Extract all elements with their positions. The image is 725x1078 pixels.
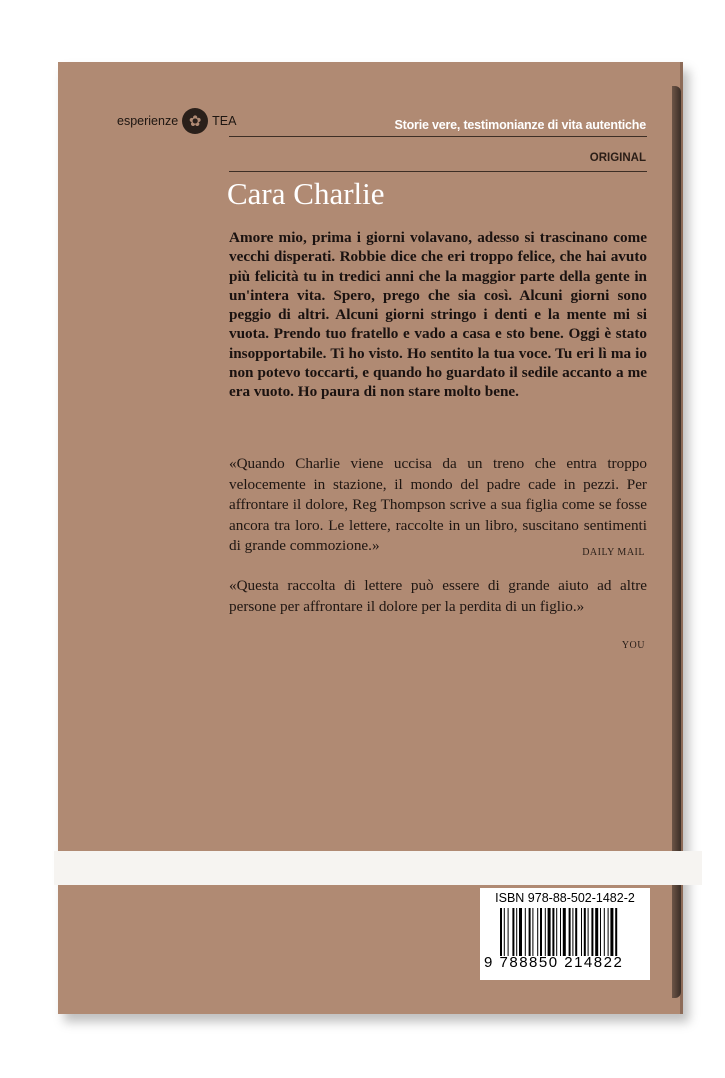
divider-bottom — [229, 171, 647, 172]
barcode-bars — [500, 908, 640, 956]
rose-icon: ✿ — [182, 108, 208, 134]
divider-top — [229, 136, 647, 137]
letter-excerpt: Amore mio, prima i giorni volavano, adesso si trascinano come vecchi disperati. Robbie dice che eri troppo felice, che hai avuto più felicità tu in tredici anni che la maggior parte della gente in un'intera vita. Spero, prego che sia così. Alcuni giorni sono peggio di altri. Alcuni giorni stringo i denti e la mente mi si vuota. Prendo tuo fratello e vado a casa e sto bene. Oggi è stato insopportabile. Ti ho visto. Ho sentito la tua voce. Tu eri lì ma io non potevo toccarti, e quando ho guardato il sedile accanto a me era vuoto. Ho paura di non stare molto bene. — [229, 229, 647, 401]
barcode-digits: 9 788850 214822 — [484, 954, 624, 971]
book-title: Cara Charlie — [227, 176, 385, 211]
white-band — [54, 851, 702, 885]
original-label: ORIGINAL — [589, 152, 646, 164]
review-source-1: DAILY MAIL — [582, 547, 645, 558]
series-right-word: TEA — [212, 114, 237, 128]
series-logo — [117, 108, 236, 134]
isbn-label: ISBN 978-88-502-1482-2 — [495, 891, 635, 905]
review-quote-2: «Questa raccolta di lettere può essere di grande aiuto ad altre persone per affrontare il dolore per la perdita di un figlio.» — [229, 577, 647, 615]
series-tagline: Storie vere, testimonianze di vita autentiche — [394, 118, 646, 132]
barcode-box — [480, 888, 650, 980]
review-quote-1: «Quando Charlie viene uccisa da un treno che entra troppo velocemente in stazione, il mondo del padre cade in pezzi. Per affrontare il dolore, Reg Thompson scrive a sua figlia come se fosse ancora tra loro. Le lettere, raccolte in un libro, suscitano sentimenti di grande commozione.» — [229, 455, 647, 554]
series-left-word: esperienze — [117, 114, 179, 128]
review-source-2: YOU — [621, 640, 645, 651]
